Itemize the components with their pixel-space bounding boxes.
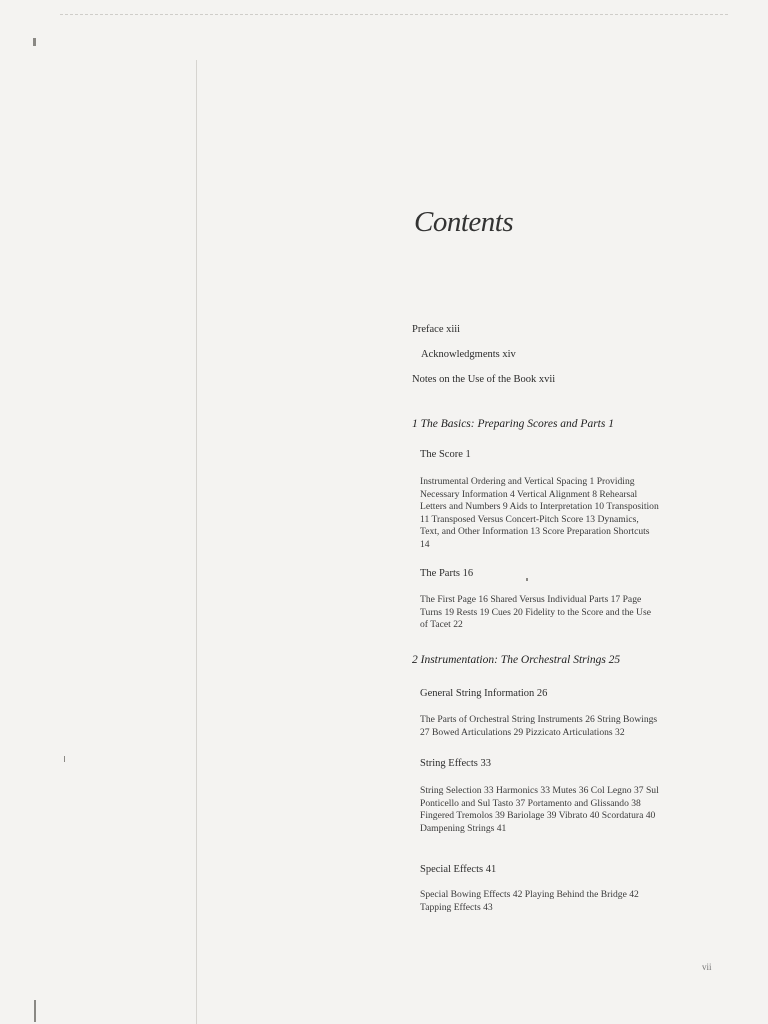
section-heading: String Effects 33 xyxy=(420,758,491,769)
section-entries: The Parts of Orchestral String Instruments 26 String Bowings 27 Bowed Articulations 29 Pizzicato Articulations 32 xyxy=(420,714,658,738)
section-entries: Special Bowing Effects 42 Playing Behind the Bridge 42 Tapping Effects 43 xyxy=(420,889,639,913)
page-gutter xyxy=(196,60,197,1024)
section-entries: The First Page 16 Shared Versus Individual Parts 17 Page Turns 19 Rests 19 Cues 20 Fidelity to the Score and the Use of Tacet 22 xyxy=(420,594,651,631)
chapter-heading: 1 The Basics: Preparing Scores and Parts 1 xyxy=(412,418,614,430)
scan-top-edge xyxy=(60,14,728,16)
section-heading: The Parts 16 xyxy=(420,568,474,579)
section-heading: The Score 1 xyxy=(420,449,471,460)
toc-entry-notes: Notes on the Use of the Book xvii xyxy=(412,374,556,385)
toc-entry-preface: Preface xiii xyxy=(412,324,461,335)
section-entries: Instrumental Ordering and Vertical Spacing 1 Providing Necessary Information 4 Vertical Alignment 8 Rehearsal Letters and Numbers 9 Aids to Interpretation 10 Transposition 11 Transposed Versus Concert-Pitch Score 13 Dynamics, Text, and Other Information 13 Score Preparation Shortcuts 14 xyxy=(420,476,659,550)
scan-mark xyxy=(33,38,36,46)
chapter-heading: 2 Instrumentation: The Orchestral Strings 25 xyxy=(412,654,621,666)
toc-entry-acknowledgments: Acknowledgments xiv xyxy=(421,349,516,360)
section-entries: String Selection 33 Harmonics 33 Mutes 36 Col Legno 37 Sul Ponticello and Sul Tasto 37 Portamento and Glissando 38 Fingered Tremolos 39 Bariolage 39 Vibrato 40 Scordatura 40 Dampening Strings 41 xyxy=(420,785,659,834)
section-heading: General String Information 26 xyxy=(420,688,548,699)
section-heading: Special Effects 41 xyxy=(420,864,497,875)
page-number: vii xyxy=(702,962,712,972)
contents-title: Contents xyxy=(414,206,514,238)
scan-mark xyxy=(34,1000,36,1022)
scan-mark xyxy=(64,756,65,762)
scan-mark xyxy=(526,578,528,581)
